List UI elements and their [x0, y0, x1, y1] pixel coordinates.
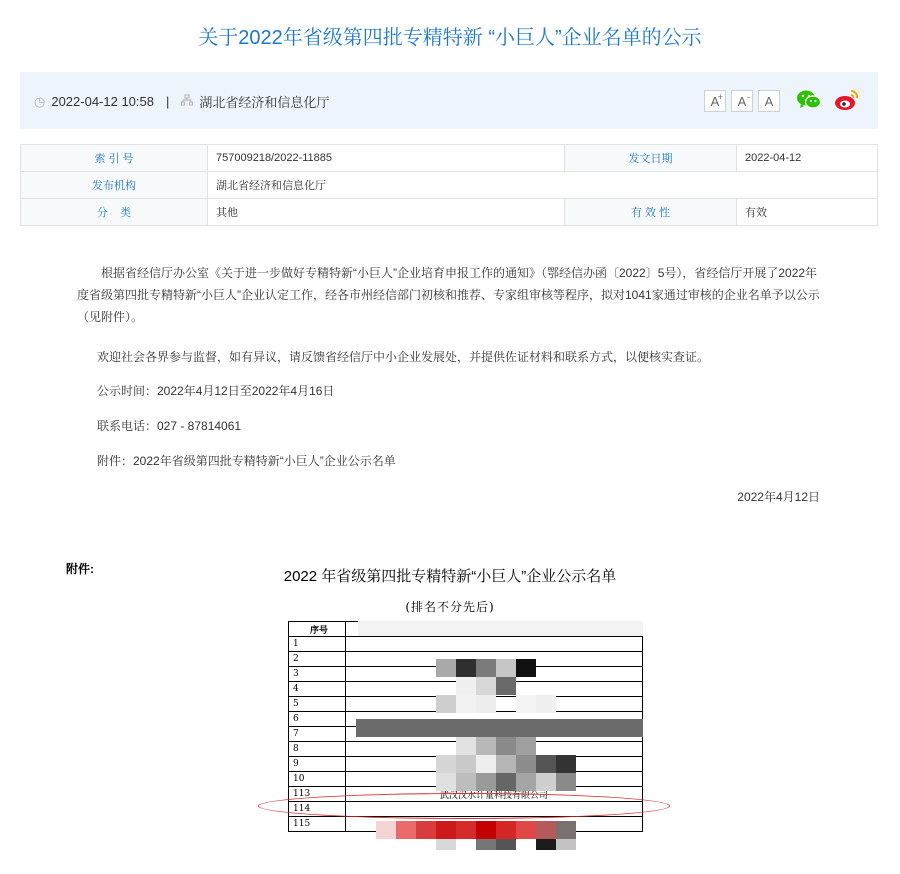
mosaic-block [536, 755, 556, 773]
mosaic-block [536, 821, 556, 839]
font-decrease-button[interactable] [731, 90, 753, 112]
mosaic-block [516, 773, 536, 791]
mosaic-block [476, 755, 496, 773]
row-number: 3 [289, 667, 346, 682]
mosaic-block [496, 737, 516, 755]
meta-row [21, 145, 878, 172]
mosaic-block [536, 839, 556, 850]
mosaic-block [476, 737, 496, 755]
category-value: 其他 [208, 199, 565, 226]
mosaic-block [456, 773, 476, 791]
mosaic-block [496, 659, 516, 677]
col-no-header: 序号 [289, 622, 346, 637]
body-paragraph-2: 欢迎社会各界参与监督，如有异议，请反馈省经信厅中小企业发展处，并提供佐证材料和联系方式，以便核实查证。 [97, 350, 710, 364]
mosaic-block [356, 719, 643, 737]
meta-row [21, 199, 878, 226]
mosaic-block [376, 821, 396, 839]
category-label: 分 类 [21, 199, 208, 226]
highlight-ellipse [258, 793, 670, 819]
row-number: 115 [289, 817, 346, 832]
row-number: 6 [289, 712, 346, 727]
table-row [289, 637, 643, 652]
mosaic-block [358, 621, 643, 636]
attachment-label: 附件: [66, 562, 94, 576]
mosaic-block [416, 821, 436, 839]
publicity-period: 公示时间：2022年4月12日至2022年4月16日 [97, 384, 335, 398]
mosaic-block [476, 659, 496, 677]
attachment-link[interactable]: 附件：2022年省级第四批专精特新“小巨人”企业公示名单 [97, 454, 396, 468]
mosaic-block [456, 821, 476, 839]
mosaic-block [436, 755, 456, 773]
mosaic-block [536, 773, 556, 791]
publisher-value: 湖北省经济和信息化厅 [208, 172, 878, 199]
page-title: 关于2022年省级第四批专精特新 “小巨人”企业名单的公示 [198, 27, 702, 49]
mosaic-block [456, 695, 476, 713]
row-number: 1 [289, 637, 346, 652]
mosaic-block [436, 773, 456, 791]
mosaic-block [476, 821, 496, 839]
mosaic-block [476, 839, 496, 850]
mosaic-block [456, 755, 476, 773]
body-paragraph-1 [77, 262, 822, 328]
row-number: 4 [289, 682, 346, 697]
mosaic-block [556, 821, 576, 839]
info-separator: | [166, 94, 170, 109]
publisher-label: 发布机构 [21, 172, 208, 199]
mosaic-block [516, 755, 536, 773]
wechat-icon[interactable] [796, 88, 822, 112]
mosaic-block [496, 773, 516, 791]
font-decrease-label: A [737, 94, 747, 109]
row-number: 7 [289, 727, 346, 742]
issue-date-label: 发文日期 [565, 145, 737, 172]
mosaic-block [396, 821, 416, 839]
mosaic-block [516, 821, 536, 839]
mosaic-block [556, 773, 576, 791]
font-size-controls [704, 90, 780, 112]
minus-icon: - [747, 92, 750, 102]
mosaic-block [516, 737, 536, 755]
publish-source: 湖北省经济和信息化厅 [199, 95, 330, 110]
mosaic-block [436, 695, 456, 713]
clock-icon: ◷ [34, 93, 46, 109]
mosaic-block [476, 773, 496, 791]
row-number: 8 [289, 742, 346, 757]
mosaic-block [536, 695, 556, 713]
signature-date: 2022年4月12日 [737, 490, 820, 504]
article-info-bar [20, 72, 878, 129]
row-number: 113 [289, 787, 346, 802]
validity-value: 有效 [737, 199, 878, 226]
mosaic-block [556, 839, 576, 850]
index-number-value: 757009218/2022-11885 [208, 145, 565, 172]
font-increase-label: A [710, 94, 720, 109]
contact-phone: 联系电话：027 - 87814061 [97, 419, 242, 433]
validity-label: 有 效 性 [565, 199, 737, 226]
publish-datetime: 2022-04-12 10:58 [51, 94, 154, 109]
mosaic-block [556, 755, 576, 773]
font-reset-label: A [764, 94, 774, 109]
font-reset-button[interactable] [758, 90, 780, 112]
article-info [34, 92, 329, 111]
mosaic-block [436, 659, 456, 677]
index-number-label: 索 引 号 [21, 145, 208, 172]
share-buttons [796, 88, 860, 112]
company-name: 武汉汉水计量科技有限公司 [346, 787, 643, 802]
mosaic-block [516, 659, 536, 677]
mosaic-block [496, 839, 516, 850]
row-number: 9 [289, 757, 346, 772]
row-number: 2 [289, 652, 346, 667]
mosaic-block [456, 737, 476, 755]
mosaic-block [456, 677, 476, 695]
font-increase-button[interactable] [704, 90, 726, 112]
org-icon [181, 94, 193, 109]
meta-row [21, 172, 878, 199]
document-meta-table [20, 144, 878, 226]
attachment-subtitle: (排名不分先后) [405, 600, 495, 614]
mosaic-block [456, 659, 476, 677]
plus-icon: + [717, 92, 723, 102]
attachment-title: 2022 年省级第四批专精特新“小巨人”企业公示名单 [283, 568, 617, 585]
row-number: 114 [289, 802, 346, 817]
row-number: 5 [289, 697, 346, 712]
weibo-icon[interactable] [834, 88, 860, 112]
mosaic-block [476, 677, 496, 695]
mosaic-block [476, 695, 496, 713]
issue-date-value: 2022-04-12 [737, 145, 878, 172]
mosaic-block [496, 755, 516, 773]
mosaic-block [436, 821, 456, 839]
company-name [346, 637, 643, 652]
mosaic-block [436, 839, 456, 850]
body-paragraph-1-text: 根据省经信厅办公室《关于进一步做好专精特新“小巨人”企业培育申报工作的通知》（鄂经信办函〔2022〕5号），省经信厅开展了2022年度省级第四批专精特新“小巨人”企业认定工作，经各市州经信部门初核和推荐、专家组审核等程序，拟对1041家通过审核的企业名单予以公示（见附件）。 [77, 266, 820, 324]
mosaic-block [516, 695, 536, 713]
mosaic-block [496, 821, 516, 839]
mosaic-block [496, 677, 516, 695]
row-number: 10 [289, 772, 346, 787]
